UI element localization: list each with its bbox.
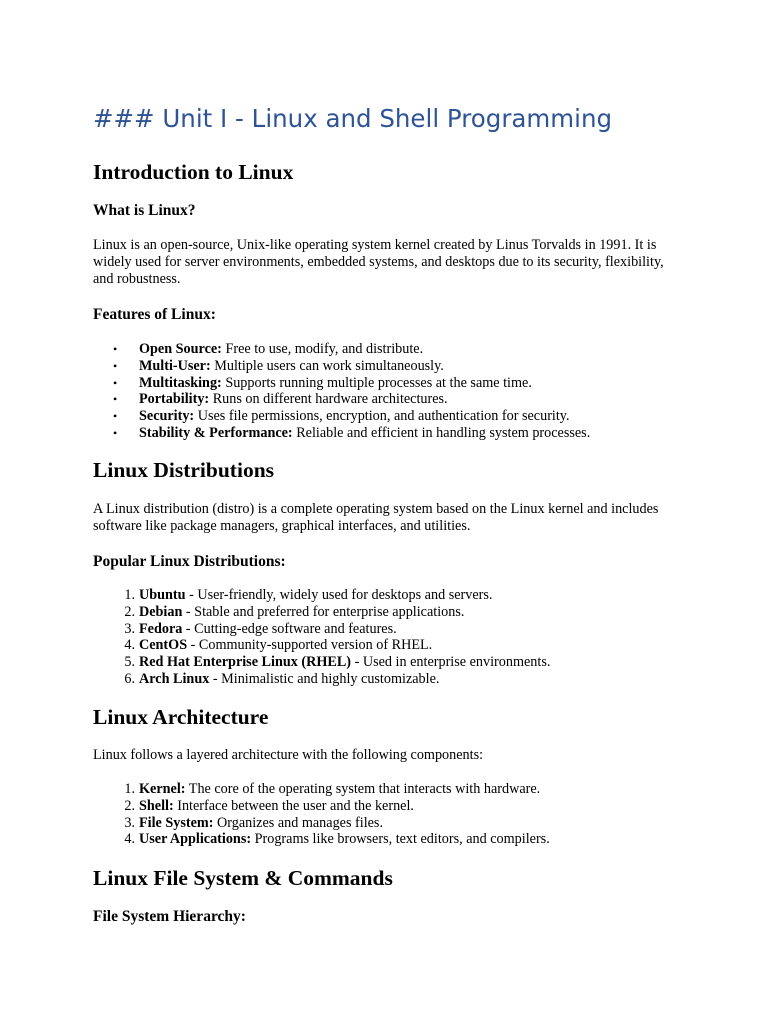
list-item: • Open Source: Free to use, modify, and distribute. [113, 341, 424, 357]
list-item: • Security: Uses file permissions, encryption, and authentication for security. [113, 408, 570, 425]
bullet-icon: • [113, 409, 118, 424]
bullet-icon: • [113, 392, 118, 407]
paragraph-architecture: Linux follows a layered architecture with the following components: [93, 747, 484, 763]
list-item: 3. Fedora - Cutting-edge software and features. [124, 620, 397, 637]
heading-file-system: Linux File System & Commands [93, 866, 393, 890]
list-item: 1. Ubuntu - User-friendly, widely used for desktops and servers. [124, 587, 493, 603]
list-item: 2. Shell: Interface between the user and the kernel. [124, 797, 414, 814]
heading-popular-distributions: Popular Linux Distributions: [93, 553, 286, 570]
bullet-icon: • [113, 375, 118, 390]
distributions-list [93, 587, 550, 688]
heading-architecture: Linux Architecture [93, 705, 269, 729]
architecture-list [93, 781, 550, 848]
list-item: 6. Arch Linux - Minimalistic and highly customizable. [124, 670, 440, 687]
bullet-icon: • [113, 425, 118, 440]
paragraph-what-is-linux: Linux is an open-source, Unix-like operating system kernel created by Linus Torvalds in 1991. It is widely used for server environments, embedded systems, and desktops due to its security, flexibility, and robustness. [93, 237, 664, 287]
bullet-icon: • [113, 358, 118, 373]
list-item: 1. Kernel: The core of the operating system that interacts with hardware. [124, 781, 541, 797]
heading-introduction: Introduction to Linux [93, 160, 294, 184]
list-item: • Portability: Runs on different hardware architectures. [113, 391, 448, 408]
list-item: 4. CentOS - Community-supported version of RHEL. [124, 637, 433, 654]
list-item: 3. File System: Organizes and manages files. [124, 814, 384, 831]
list-item: • Stability & Performance: Reliable and efficient in handling system processes. [113, 424, 591, 441]
heading-what-is-linux: What is Linux? [93, 202, 196, 219]
list-item: 5. Red Hat Enterprise Linux (RHEL) - Used in enterprise environments. [124, 654, 551, 671]
list-item: 4. User Applications: Programs like browsers, text editors, and compilers. [124, 831, 550, 848]
list-item: 2. Debian - Stable and preferred for enterprise applications. [124, 603, 465, 620]
paragraph-distributions: A Linux distribution (distro) is a complete operating system based on the Linux kernel and includes software like package managers, graphical interfaces, and utilities. [93, 501, 659, 534]
heading-distributions: Linux Distributions [93, 458, 275, 482]
features-list [93, 341, 590, 442]
unit-title: ### Unit I - Linux and Shell Programming [93, 104, 613, 133]
list-item: • Multitasking: Supports running multiple processes at the same time. [113, 374, 532, 391]
heading-features: Features of Linux: [93, 306, 216, 323]
heading-file-system-hierarchy: File System Hierarchy: [93, 908, 246, 925]
list-item: • Multi-User: Multiple users can work simultaneously. [113, 357, 444, 374]
bullet-icon: • [113, 342, 118, 356]
